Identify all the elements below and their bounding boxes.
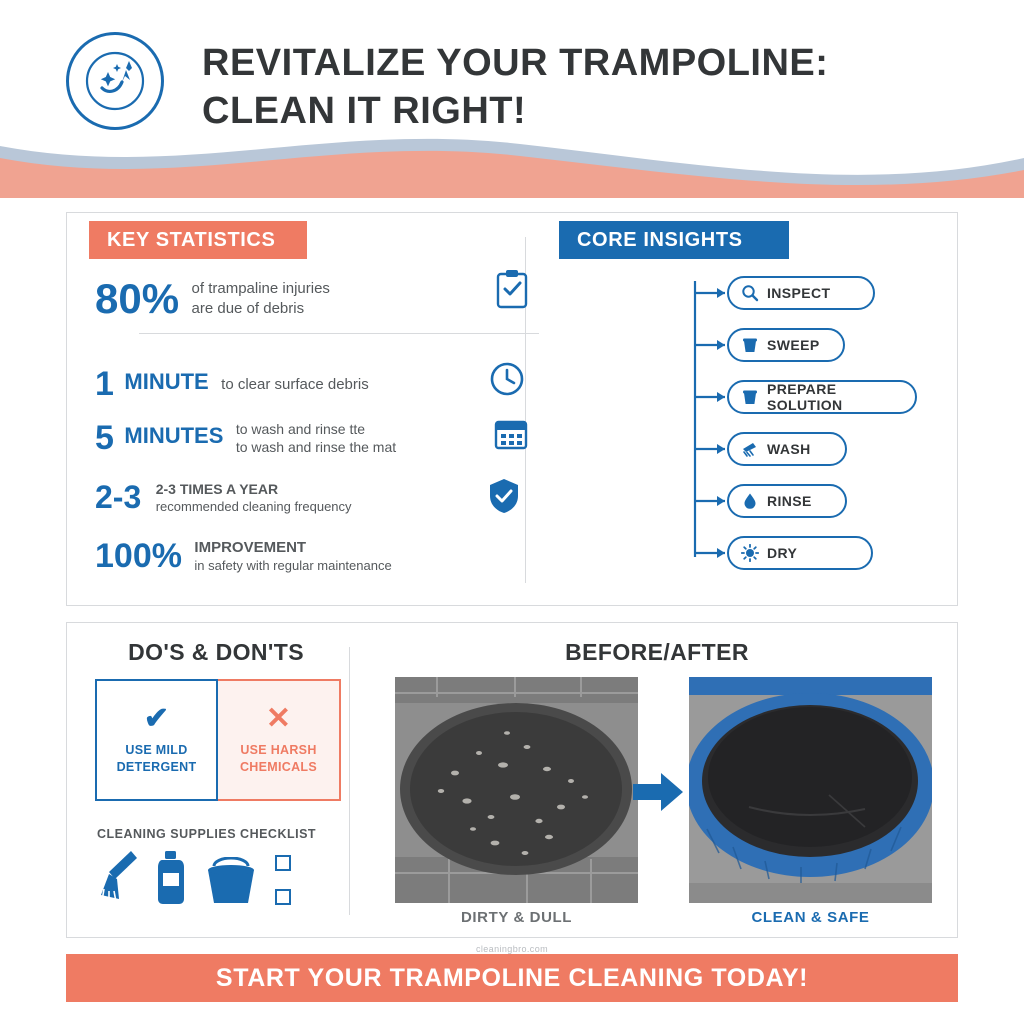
page-title bbox=[202, 40, 942, 135]
dont-label bbox=[240, 742, 317, 776]
dos-donts-title: DO'S & DON'TS bbox=[128, 639, 304, 665]
stat-row-4 bbox=[95, 479, 505, 516]
broom-icon bbox=[97, 849, 141, 910]
header bbox=[0, 0, 1024, 196]
detergent-bottle-icon bbox=[153, 851, 189, 910]
cta-banner[interactable]: START YOUR TRAMPOLINE CLEANING TODAY! bbox=[66, 954, 958, 1002]
stat-row-5 bbox=[95, 537, 505, 576]
bucket-icon bbox=[741, 336, 759, 354]
logo bbox=[66, 32, 164, 130]
core-insights-tag: CORE INSIGHTS bbox=[559, 221, 789, 259]
supplies-checkbox-2[interactable] bbox=[275, 889, 291, 905]
after-caption: CLEAN & SAFE bbox=[751, 909, 870, 926]
supplies-checkbox-1[interactable] bbox=[275, 855, 291, 871]
supplies-checklist-title: CLEANING SUPPLIES CHECKLIST bbox=[97, 827, 317, 841]
sparkle-swoosh-icon bbox=[84, 50, 146, 112]
flow-step-label: DRY bbox=[767, 545, 798, 561]
before-caption: DIRTY & DULL bbox=[460, 909, 573, 926]
bottom-panel-divider bbox=[349, 647, 350, 915]
flow-step-label: RINSE bbox=[767, 493, 812, 509]
flow-step-label: SWEEP bbox=[767, 337, 820, 353]
brush-icon bbox=[741, 440, 759, 458]
do-label-line-1: USE MILD bbox=[125, 743, 188, 758]
cross-icon: ✕ bbox=[265, 702, 292, 736]
stat-3-text bbox=[236, 421, 396, 456]
flow-step-label: WASH bbox=[767, 441, 811, 457]
magnifier-icon bbox=[741, 284, 759, 302]
stat-3-unit: MINUTES bbox=[124, 422, 224, 448]
stat-3-line-1: to wash and rinse tte bbox=[235, 421, 366, 437]
stat-3-line-2: to wash and rinse the mat bbox=[235, 438, 397, 455]
sun-icon bbox=[741, 544, 759, 562]
flow-step-wash[interactable] bbox=[727, 432, 847, 466]
bucket-icon bbox=[741, 388, 759, 406]
stat-row-1 bbox=[95, 275, 505, 323]
stat-2-number: 1 bbox=[95, 365, 114, 403]
key-statistics-tag: KEY STATISTICS bbox=[89, 221, 307, 259]
bottom-panel bbox=[66, 622, 958, 938]
water-drop-icon bbox=[741, 492, 759, 510]
flow-step-dry[interactable] bbox=[727, 536, 873, 570]
stats-divider bbox=[139, 333, 539, 334]
dont-label-line-1: USE HARSH bbox=[240, 743, 317, 758]
dont-cell bbox=[218, 679, 341, 801]
stat-4-line-2: recommended cleaning frequency bbox=[155, 498, 352, 514]
stat-row-3 bbox=[95, 419, 505, 458]
wave-divider bbox=[0, 128, 1024, 198]
stat-5-number: 100% bbox=[95, 537, 182, 575]
after-photo bbox=[689, 677, 932, 903]
statistics-panel bbox=[66, 212, 958, 606]
check-icon: ✔ bbox=[143, 702, 170, 736]
stat-2-text: to clear surface debris bbox=[221, 376, 369, 393]
stat-3-number: 5 bbox=[95, 419, 114, 457]
do-label-line-2: DETERGENT bbox=[116, 760, 197, 774]
title-line-2: CLEAN IT RIGHT! bbox=[202, 89, 527, 132]
calendar-icon bbox=[493, 417, 529, 456]
supplies-list bbox=[95, 849, 345, 913]
watermark: cleaningbro.com bbox=[475, 944, 549, 954]
core-insights-flow bbox=[525, 213, 959, 607]
stat-5-text bbox=[194, 538, 391, 574]
do-label bbox=[117, 742, 197, 776]
flow-step-label: INSPECT bbox=[767, 285, 831, 301]
clock-icon bbox=[489, 361, 525, 402]
before-photo bbox=[395, 677, 638, 903]
dont-label-line-2: CHEMICALS bbox=[239, 760, 317, 774]
stat-5-line-1: IMPROVEMENT bbox=[194, 539, 307, 557]
dos-donts-grid bbox=[95, 679, 341, 801]
stat-4-text bbox=[156, 480, 352, 516]
stat-4-line-1: 2-3 TIMES A YEAR bbox=[155, 480, 279, 497]
do-cell bbox=[95, 679, 218, 801]
flow-step-label: PREPARE SOLUTION bbox=[767, 381, 843, 413]
flow-step-sweep[interactable] bbox=[727, 328, 845, 362]
title-line-1: REVITALIZE YOUR TRAMPOLINE: bbox=[202, 42, 829, 84]
flow-step-inspect[interactable] bbox=[727, 276, 875, 310]
stat-5-line-2: in safety with regular maintenance bbox=[194, 557, 392, 573]
stat-4-number: 2-3 bbox=[95, 479, 142, 515]
clipboard-check-icon bbox=[495, 269, 529, 314]
stat-1-number: 80% bbox=[95, 275, 180, 322]
bucket-icon bbox=[205, 857, 257, 910]
stat-1-line-2: are due of debris bbox=[191, 300, 305, 317]
right-arrow-icon bbox=[633, 771, 683, 813]
flow-step-rinse[interactable] bbox=[727, 484, 847, 518]
flow-step-prepare-solution[interactable] bbox=[727, 380, 917, 414]
stat-row-2 bbox=[95, 365, 505, 404]
shield-icon bbox=[487, 477, 521, 520]
stat-1-line-1: of trampaline injuries bbox=[191, 279, 330, 297]
stat-2-unit: MINUTE bbox=[124, 368, 209, 394]
before-after-title: BEFORE/AFTER bbox=[565, 639, 749, 665]
stat-1-text bbox=[192, 279, 330, 320]
